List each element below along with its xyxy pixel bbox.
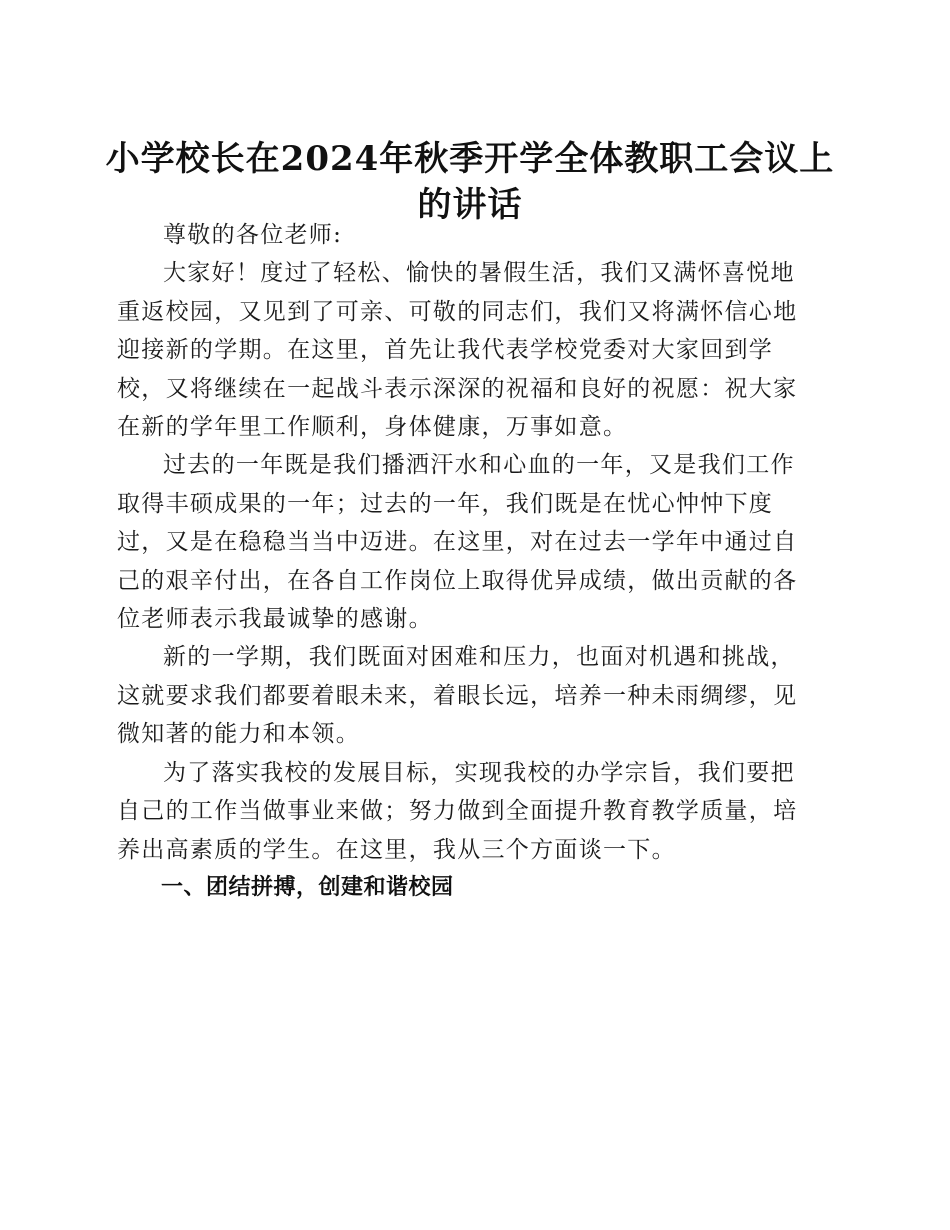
speech-body [117, 216, 813, 907]
page-title: 小学校长在2024年秋季开学全体教职工会议上的讲话 [105, 139, 835, 225]
paragraph-goals: 为了落实我校的发展目标，实现我校的办学宗旨，我们要把自己的工作当做事业来做；努力做到全面提升教育教学质量，培养出高素质的学生。在这里，我从三个方面谈一下。 [117, 759, 798, 863]
paragraph-past-year: 过去的一年既是我们播洒汗水和心血的一年，又是我们工作取得丰硕成果的一年；过去的一年，我们既是在忧心忡忡下度过，又是在稳稳当当中迈进。在这里，对在过去一学年中通过自己的艰辛付出，在各自工作岗位上取得优异成绩，做出贡献的各位老师表示我最诚挚的感谢。 [117, 452, 798, 633]
section-heading: 一、团结拼搏，创建和谐校园 [161, 874, 454, 900]
paragraph-greeting: 大家好！度过了轻松、愉快的暑假生活，我们又满怀喜悦地重返校园，又见到了可亲、可敬的同志们，我们又将满怀信心地迎接新的学期。在这里，首先让我代表学校党委对大家回到学校，又将继续在一起战斗表示深深的祝福和良好的祝愿：祝大家在新的学年里工作顺利，身体健康，万事如意。 [117, 260, 798, 441]
paragraph-new-semester: 新的一学期，我们既面对困难和压力，也面对机遇和挑战，这就要求我们都要着眼未来，着眼长远，培养一种未雨绸缪，见微知著的能力和本领。 [117, 644, 798, 748]
salutation: 尊敬的各位老师: [163, 222, 343, 248]
